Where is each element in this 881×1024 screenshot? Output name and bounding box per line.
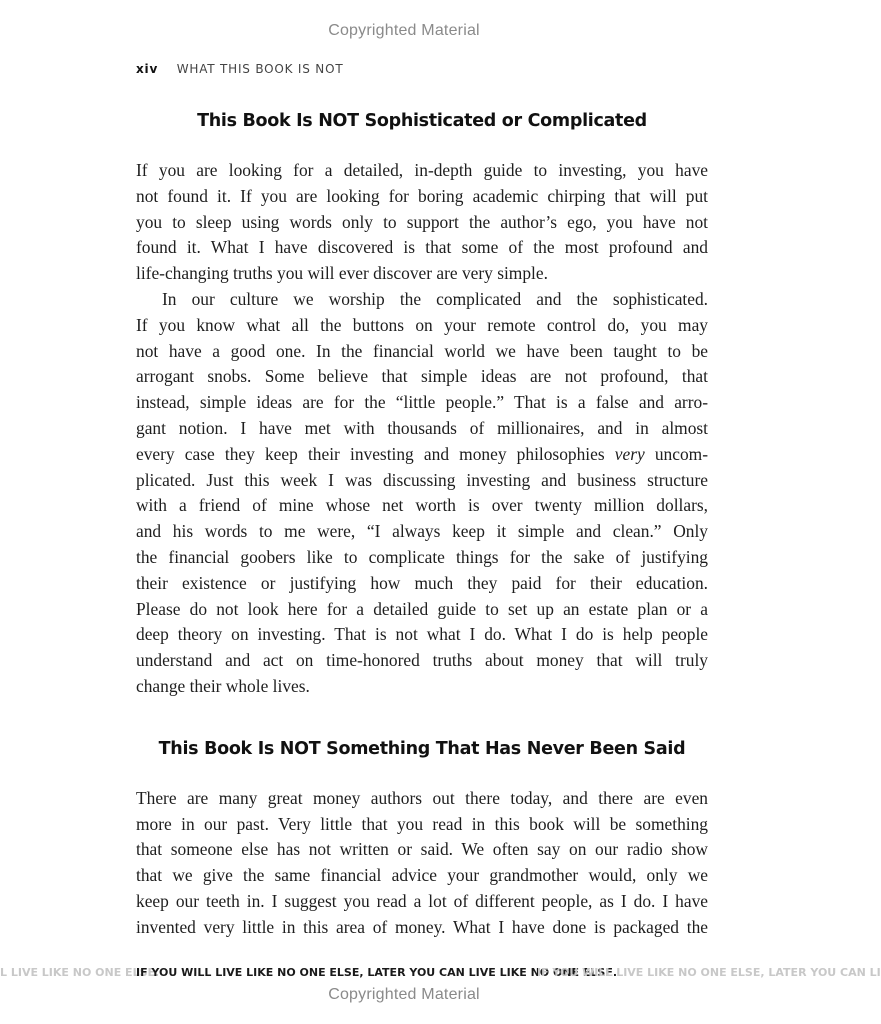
text-line: that we give the same financial advice your grandmother would, only we [136,865,708,886]
text-line: If you are looking for a detailed, in-depth guide to investing, you have [136,160,708,180]
text-line: keep our teeth in. I suggest you read a lot of different people, as I do. I have [136,890,708,911]
watermark-top: Copyrighted Material [328,22,480,39]
footer-slogan-fade-right: IF YOU WILL LIVE LIKE NO ONE ELSE, LATER YOU CAN LI [537,966,881,979]
text-segment: every case they keep their investing and money philosophies [136,443,615,464]
paragraph-3 [136,786,708,941]
text-line: found it. What I have discovered is that some of the most profound and [136,237,708,258]
running-head-title: WHAT THIS BOOK IS NOT [176,62,344,76]
paragraph-1 [136,158,708,287]
text-line: you to sleep using words only to support the author’s ego, you have not [136,211,708,232]
text-line: plicated. Just this week I was discussing investing and business structure [136,469,708,490]
emphasis-text: very [614,443,645,464]
section-heading-1: This Book Is NOT Sophisticated or Complicated [197,111,647,131]
text-line: instead, simple ideas are for the “little people.” That is a false and arro- [136,392,708,413]
footer-slogan [0,964,881,984]
page-number: xiv [136,62,159,76]
watermark-bottom: Copyrighted Material [328,986,480,1003]
text-line: that someone else has not written or said. We often say on our radio show [136,839,708,860]
text-line: understand and act on time-honored truths about money that will truly [136,650,708,671]
text-line: If you know what all the buttons on your remote control do, you may [136,314,708,335]
text-line: deep theory on investing. That is not what I do. What I do is help people [136,624,708,645]
text-line: and his words to me were, “I always keep it simple and clean.” Only [136,521,708,542]
section-heading-2: This Book Is NOT Something That Has Never Been Said [158,738,686,759]
footer-slogan-main: IF YOU WILL LIVE LIKE NO ONE ELSE, LATER YOU CAN LIVE LIKE NO ONE ELSE. [136,966,618,979]
footer-slogan-fade-left: L LIVE LIKE NO ONE ELSE. [0,966,160,979]
page-body [136,108,708,941]
text-line: with a friend of mine whose net worth is over twenty million dollars, [136,495,708,516]
text-segment: uncom- [644,443,708,464]
text-line: invented very little in this area of money. What I have done is packaged the [136,916,708,937]
text-line: Please do not look here for a detailed guide to set up an estate plan or a [136,598,708,619]
text-line: life-changing truths you will ever discover are very simple. [136,263,548,284]
text-line: the financial goobers like to complicate things for the sake of justifying [136,546,708,567]
text-line: arrogant snobs. Some believe that simple ideas are not profound, that [136,366,708,387]
text-line: more in our past. Very little that you read in this book will be something [136,813,708,834]
text-line: not found it. If you are looking for boring academic chirping that will put [136,185,708,206]
text-line: In our culture we worship the complicated and the sophisticated. [162,288,708,309]
paragraph-2 [136,287,708,700]
text-line: gant notion. I have met with thousands of millionaires, and in almost [136,417,708,438]
text-line [136,442,708,468]
running-head [136,62,343,76]
text-line: There are many great money authors out there today, and there are even [136,787,708,808]
text-line: not have a good one. In the financial world we have been taught to be [136,340,708,361]
text-line: change their whole lives. [136,675,310,696]
text-line: their existence or justifying how much they paid for their education. [136,572,708,593]
